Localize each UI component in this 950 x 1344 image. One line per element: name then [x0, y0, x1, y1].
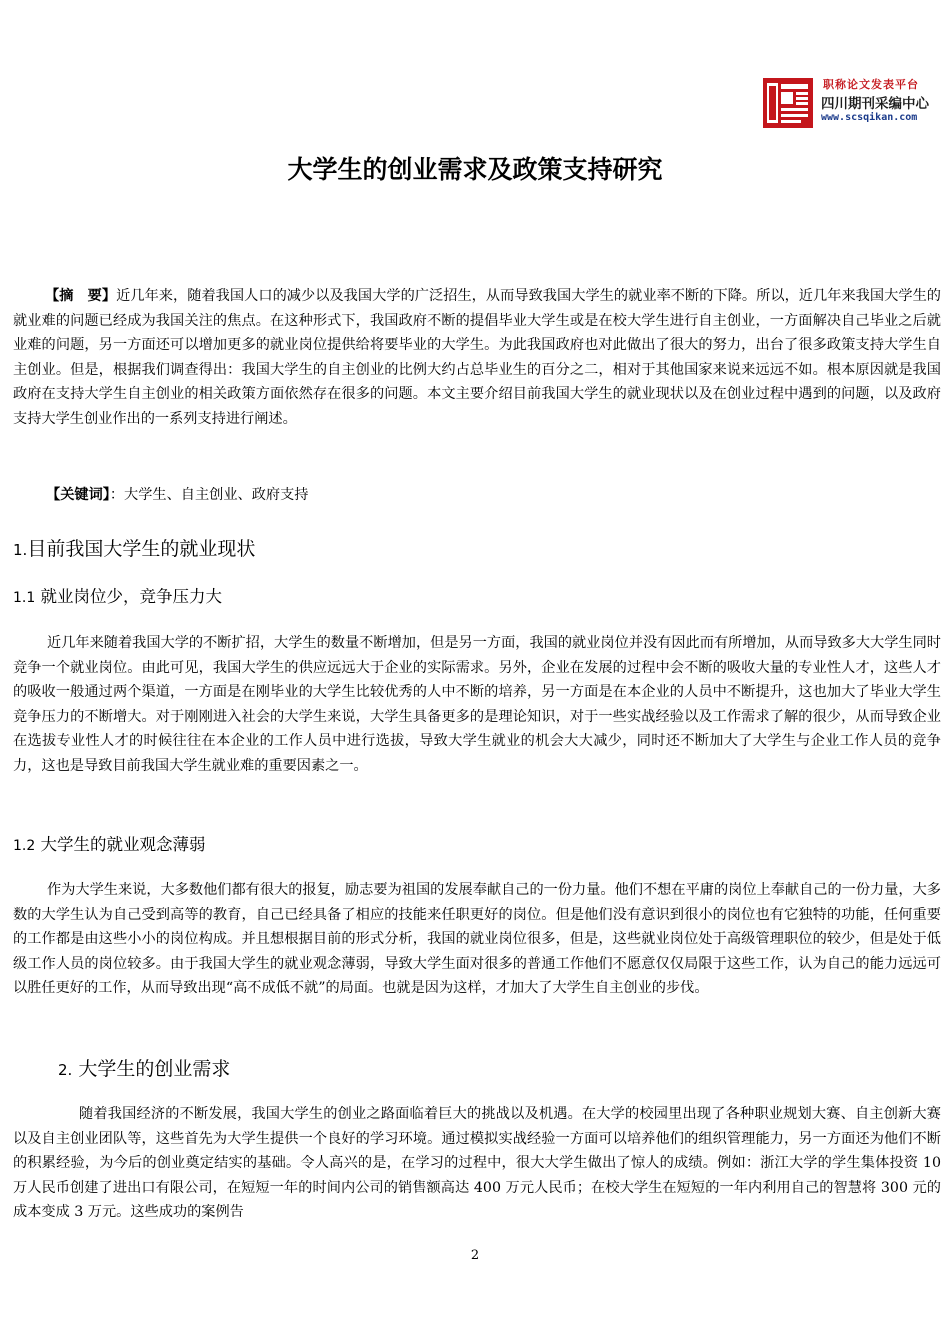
section-heading — [58, 1054, 230, 1081]
body-paragraph: 作为大学生来说，大多数他们都有很大的报复，励志要为祖国的发展奉献自己的一份力量。他们不想在平庸的岗位上奉献自己的一份力量，大多数的大学生认为自己受到高等的教育，自己已经具备了相应的技能来任职更好的岗位。但是他们没有意识到很小的岗位也有它独特的功能，任何重要的工作都是由这些小小的岗位构成。并且想根据目前的形式分析，我国的就业岗位很多，但是，这些就业岗位处于高级管理职位的较少，但是处于低级工作人员的岗位较多。由于我国大学生的就业观念薄弱，导致大学生面对很多的普通工作他们不愿意仅仅局限于这些工作，认为自己的能力远远可以胜任更好的工作，从而导致出现“高不成低不就”的局面。也就是因为这样，才加大了大学生自主创业的步伐。 — [13, 882, 941, 997]
subsection-number: 1.1 — [13, 590, 36, 606]
section-number: 1. — [13, 541, 28, 559]
page-number: 2 — [470, 1248, 480, 1263]
logo-name: 四川期刊采编中心 — [821, 96, 929, 112]
body-paragraph: 近几年来随着我国大学的不断扩招，大学生的数量不断增加，但是另一方面，我国的就业岗位并没有因此而有所增加，从而导致多大大学生同时竞争一个就业岗位。由此可见，我国大学生的供应远远大于企业的实际需求。另外，企业在发展的过程中会不断的吸收大量的专业性人才，这些人才的吸收一般通过两个渠道，一方面是在刚毕业的大学生比较优秀的人中不断的培养，另一方面是在本企业的人员中不断提升，这也加大了毕业大学生竞争压力的不断增大。对于刚刚进入社会的大学生来说，大学生具备更多的是理论知识，对于一些实战经验以及工作需求了解的很少，从而导致企业在选拔专业性人才的时候往往在本企业的工作人员中进行选拔，导致大学生就业的机会大大减少，同时还不断加大了大学生与企业工作人员的竞争力，这也是导致目前我国大学生就业难的重要因素之一。 — [13, 635, 941, 774]
keywords-text: ：大学生、自主创业、政府支持 — [109, 487, 309, 503]
section-heading — [13, 534, 255, 561]
subsection-heading — [13, 831, 206, 855]
keywords-line — [46, 484, 308, 504]
section-title: 大学生的创业需求 — [78, 1058, 231, 1080]
subsection-title: 就业岗位少，竞争压力大 — [40, 587, 223, 606]
section-title: 目前我国大学生的就业现状 — [27, 538, 256, 560]
body-paragraph: 随着我国经济的不断发展，我国大学生的创业之路面临着巨大的挑战以及机遇。在大学的校园里出现了各种职业规划大赛、自主创新大赛以及自主创业团队等，这些首先为大学生提供一个良好的学习环境。通过模拟实战经验一方面可以培养他们的组织管理能力，另一方面还为他们不断的积累经验，为今后的创业奠定结实的基础。令人高兴的是，在学习的过程中，很大大学生做出了惊人的成绩。例如：浙江大学的学生集体投资 10 万人民币创建了进出口有限公司，在短短一年的时间内公司的销售额高达 400 万元人民币；在校大学生在短短的一年内利用自己的智慧将 300 元的成本变成 3 万元。这些成功的案例告 — [13, 1106, 941, 1221]
document-title: 大学生的创业需求及政策支持研究 — [287, 155, 663, 184]
section-number: 2. — [58, 1061, 73, 1079]
publisher-logo — [763, 74, 943, 130]
keywords-label: 【关键词】 — [46, 487, 110, 503]
abstract-paragraph — [13, 284, 941, 432]
subsection-heading — [13, 583, 222, 607]
newspaper-icon — [763, 78, 813, 128]
logo-url[interactable]: www.scsqikan.com — [821, 112, 918, 123]
abstract-text: 近几年来，随着我国人口的减少以及我国大学的广泛招生，从而导致我国大学生的就业率不断的下降。所以，近几年来我国大学生的就业难的问题已经成为我国关注的焦点。在这种形式下，我国政府不断的提倡毕业大学生或是在校大学生进行自主创业，一方面解决自己毕业之后就业难的问题，另一方面还可以增加更多的就业岗位提供给将要毕业的大学生。为此我国政府也对此做出了很大的努力，出台了很多政策支持大学生自主创业。但是，根据我们调查得出：我国大学生的自主创业的比例大约占总毕业生的百分之二，相对于其他国家来说来远远不如。根本原因就是我国政府在支持大学生自主创业的相关政策方面依然存在很多的问题。本文主要介绍目前我国大学生的就业现状以及在创业过程中遇到的问题，以及政府支持大学生创业作出的一系列支持进行阐述。 — [13, 288, 941, 427]
subsection-title: 大学生的就业观念薄弱 — [40, 835, 206, 854]
subsection-number: 1.2 — [13, 838, 36, 854]
logo-slogan: 职称论文发表平台 — [823, 78, 919, 91]
abstract-label: 【摘 要】 — [45, 288, 117, 304]
